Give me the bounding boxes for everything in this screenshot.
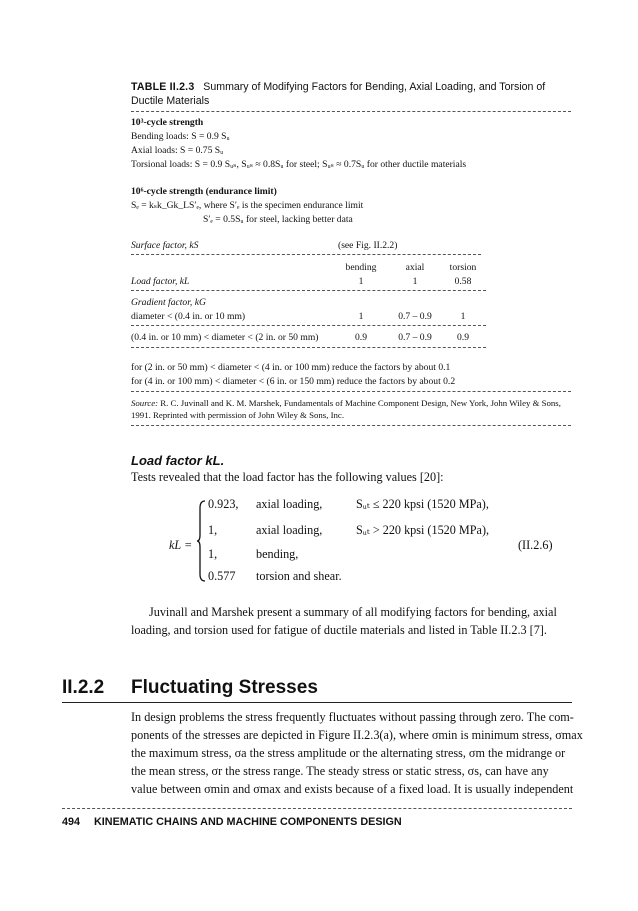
note-2: for (4 in. or 100 mm) < diameter < (6 in. or 150 mm) reduce the factors by about 0.2 (131, 376, 456, 387)
table-rule-surface (131, 254, 481, 255)
s2-line-2: S′ₑ = 0.5Sᵤ for steel, lacking better data (203, 214, 353, 225)
load-factor-bending: 1 (358, 276, 364, 287)
paragraph-line-1: In design problems the stress frequently fluctuates without passing through zero. The com- (131, 710, 574, 724)
source-label: Source: (131, 398, 159, 408)
table-bottom-rule (131, 425, 571, 426)
equation-number: (II.2.6) (518, 538, 553, 552)
paragraph-line-3: the maximum stress, σa the stress amplitude or the alternating stress, σm the midrange or (131, 746, 566, 760)
load-factor-label: Load factor, kL (131, 276, 190, 287)
col-head-axial: axial (405, 262, 425, 273)
table-caption (131, 80, 571, 108)
paragraph-line-4: the mean stress, σr the stress range. The steady stress or static stress, σs, can have any (131, 764, 549, 778)
s1-line-axial: Axial loads: S = 0.75 Sᵤ (131, 145, 224, 156)
load-factor-heading: Load factor kL. (131, 453, 225, 468)
load-factor-axial: 1 (412, 276, 418, 287)
equation-lhs: kL = (169, 538, 193, 552)
gradient-row-1-label: diameter < (0.4 in. or 10 mm) (131, 311, 246, 322)
case-1-value: 0.923, (208, 497, 239, 511)
case-2-value: 1, (208, 523, 218, 537)
paragraph-line-2: ponents of the stresses are depicted in Figure II.2.3(a), where σmin is minimum stress, σmax (131, 728, 583, 742)
surface-factor-ref: (see Fig. II.2.2) (338, 240, 398, 251)
case-3-desc: bending, (256, 547, 299, 561)
load-factor-intro: Tests revealed that the load factor has the following values [20]: (131, 470, 444, 484)
equation-brace (196, 500, 206, 582)
gradient-row-2-bending: 0.9 (355, 332, 367, 343)
summary-paragraph: Juvinall and Marshek present a summary of all modifying factors for bending, axial loading, and torsion used for fatigue of ductile materials and listed in Table II.2.3 [7]. (131, 605, 557, 637)
table-rule-gradient (131, 325, 486, 326)
case-4-desc: torsion and shear. (256, 569, 342, 583)
load-factor-torsion: 0.58 (454, 276, 472, 287)
source-text: R. C. Juvinall and K. M. Marshek, Fundamentals of Machine Component Design, New York, John Wiley & Sons, 1991. Reprinted with permission of John Wiley & Sons, Inc. (131, 398, 561, 420)
gradient-row-2-axial: 0.7 – 0.9 (398, 332, 432, 343)
table-rule-load (131, 290, 486, 291)
section-rule (62, 702, 572, 703)
page-number: 494 (62, 816, 81, 828)
table-top-rule (131, 111, 571, 112)
footer-rule (62, 808, 572, 809)
table-rule-notes (131, 391, 571, 392)
note-1: for (2 in. or 50 mm) < diameter < (4 in. or 100 mm) reduce the factors by about 0.1 (131, 362, 451, 373)
paragraph-line-5: value between σmin and σmax and exists because of a fixed load. It is usually independent (131, 782, 574, 796)
table-source (131, 397, 571, 421)
table-caption-text: Summary of Modifying Factors for Bending, Axial Loading, and Torsion of Ductile Materials (131, 81, 546, 107)
s2-line-1: Sₑ = kₛk_Gk_LS′ₑ, where S′ₑ is the specimen endurance limit (131, 200, 364, 211)
s1-line-torsional: Torsional loads: S = 0.9 Sᵤₛ, Sᵤₛ ≈ 0.8Sᵤ for steel; Sᵤₛ ≈ 0.7Sᵤ for other ductile materials (131, 159, 467, 170)
gradient-row-2-label: (0.4 in. or 10 mm) < diameter < (2 in. or 50 mm) (131, 332, 319, 343)
s1-title: 10³-cycle strength (131, 117, 204, 128)
case-2-cond: Sᵤₜ > 220 kpsi (1520 MPa), (356, 523, 490, 537)
section-number: II.2.2 (62, 677, 105, 698)
gradient-row-1-torsion: 1 (460, 311, 466, 322)
table-label: TABLE II.2.3 (131, 81, 195, 93)
section-title: Fluctuating Stresses (131, 677, 318, 698)
s1-line-bending: Bending loads: S = 0.9 Sᵤ (131, 131, 230, 142)
case-2-desc: axial loading, (256, 523, 323, 537)
case-4-value: 0.577 (208, 569, 236, 583)
surface-factor-label: Surface factor, kS (131, 240, 199, 251)
gradient-row-2-torsion: 0.9 (457, 332, 469, 343)
case-3-value: 1, (208, 547, 218, 561)
col-head-bending: bending (345, 262, 377, 273)
table-rule-gradient-2 (131, 347, 486, 348)
running-title: KINEMATIC CHAINS AND MACHINE COMPONENTS DESIGN (94, 816, 402, 828)
case-1-desc: axial loading, (256, 497, 323, 511)
col-head-torsion: torsion (449, 262, 477, 273)
case-1-cond: Sᵤₜ ≤ 220 kpsi (1520 MPa), (356, 497, 489, 511)
gradient-row-1-bending: 1 (358, 311, 364, 322)
gradient-row-1-axial: 0.7 – 0.9 (398, 311, 432, 322)
gradient-factor-label: Gradient factor, kG (131, 297, 206, 308)
s2-title: 10⁶-cycle strength (endurance limit) (131, 186, 277, 197)
